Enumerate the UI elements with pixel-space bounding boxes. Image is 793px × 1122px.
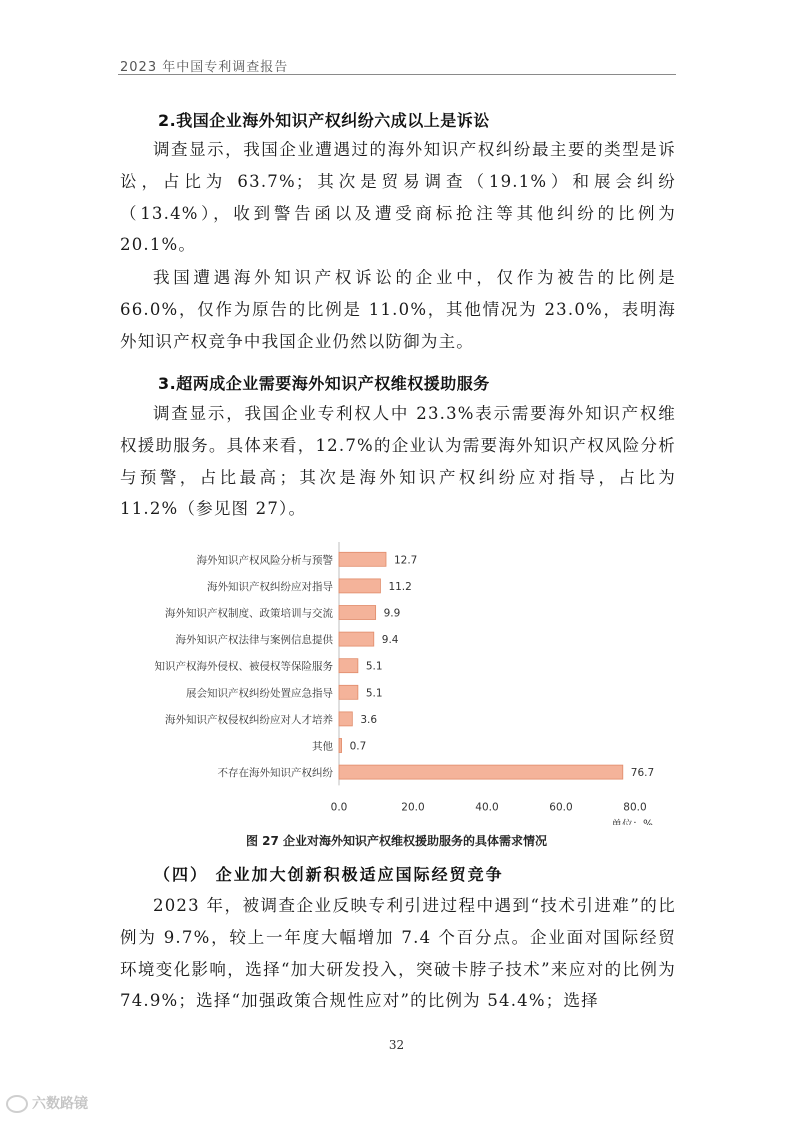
figure-caption: 图 27 企业对海外知识产权维权援助服务的具体需求情况: [245, 834, 548, 848]
page-header-title: 2023 年中国专利调查报告: [120, 60, 289, 75]
value-label: 0.7: [349, 740, 367, 753]
category-label: 海外知识产权制度、政策培训与交流: [165, 607, 333, 620]
section-heading-4: （四） 企业加大创新积极适应国际经贸竞争: [154, 865, 504, 884]
bar: [339, 685, 358, 699]
category-label: 不存在海外知识产权纠纷: [217, 767, 333, 780]
value-label: 5.1: [365, 687, 383, 700]
watermark: [6, 1093, 88, 1113]
value-label: 76.7: [630, 767, 655, 780]
watermark-logo-icon: [6, 1095, 28, 1113]
value-label: 3.6: [360, 713, 378, 726]
category-label: 海外知识产权法律与案例信息提供: [175, 634, 333, 647]
paragraph-s3-1: 调查显示，我国企业专利权人中 23.3%表示需要海外知识产权维权援助服务。具体来看，12.7%的企业认为需要海外知识产权风险分析与预警，占比最高；其次是海外知识产权纠纷应对指导，占比为 11.2%（参见图 27）。: [120, 404, 676, 519]
bar: [339, 552, 386, 566]
watermark-text: 六数路镜: [32, 1096, 88, 1112]
value-label: 9.4: [381, 634, 399, 647]
paragraph-s2-1: 调查显示，我国企业遭遇过的海外知识产权纠纷最主要的类型是诉讼，占比为 63.7%；其次是贸易调查（19.1%）和展会纠纷（13.4%），收到警告函以及遭受商标抢注等其他纠纷的比例为 20.1%。: [120, 140, 676, 255]
value-label: 11.2: [388, 580, 412, 593]
bar-chart: [118, 535, 678, 825]
category-label: 海外知识产权纠纷应对指导: [207, 580, 333, 593]
x-tick-label: 20.0: [401, 801, 425, 814]
x-tick-label: 80.0: [623, 801, 647, 814]
bar: [339, 739, 342, 753]
bar-chart-svg: [118, 535, 678, 825]
unit-label: 单位：%: [611, 818, 653, 825]
category-label: 其他: [312, 740, 333, 753]
category-label: 海外知识产权侵权纠纷应对人才培养: [165, 713, 333, 726]
value-label: 5.1: [365, 660, 383, 673]
category-label: 知识产权海外侵权、被侵权等保险服务: [154, 660, 333, 673]
bar: [339, 606, 376, 620]
section-heading-3: 3.超两成企业需要海外知识产权维权援助服务: [158, 374, 490, 393]
bar: [339, 765, 623, 779]
header-divider: [118, 74, 676, 75]
x-tick-label: 60.0: [549, 801, 573, 814]
category-label: 展会知识产权纠纷处置应急指导: [186, 687, 333, 700]
bar: [339, 579, 380, 593]
category-label: 海外知识产权风险分析与预警: [196, 554, 333, 567]
bar: [339, 712, 352, 726]
value-label: 9.9: [383, 607, 401, 620]
page-number: 32: [388, 1038, 405, 1052]
paragraph-s4-1: 2023 年，被调查企业反映专利引进过程中遇到“技术引进难”的比例为 9.7%，较上一年度大幅增加 7.4 个百分点。企业面对国际经贸环境变化影响，选择“加大研发投入，突破卡脖子技术”来应对的比例为 74.9%；选择“加强政策合规性应对”的比例为 54.4%；选择: [120, 896, 676, 1011]
bar: [339, 659, 358, 673]
section-heading-2: 2.我国企业海外知识产权纠纷六成以上是诉讼: [158, 111, 490, 130]
paragraph-s2-2: 我国遭遇海外知识产权诉讼的企业中，仅作为被告的比例是 66.0%，仅作为原告的比例是 11.0%，其他情况为 23.0%，表明海外知识产权竞争中我国企业仍然以防御为主。: [120, 268, 676, 351]
x-tick-label: 40.0: [475, 801, 499, 814]
bar: [339, 632, 374, 646]
value-label: 12.7: [393, 554, 418, 567]
x-tick-label: 0.0: [330, 801, 348, 814]
